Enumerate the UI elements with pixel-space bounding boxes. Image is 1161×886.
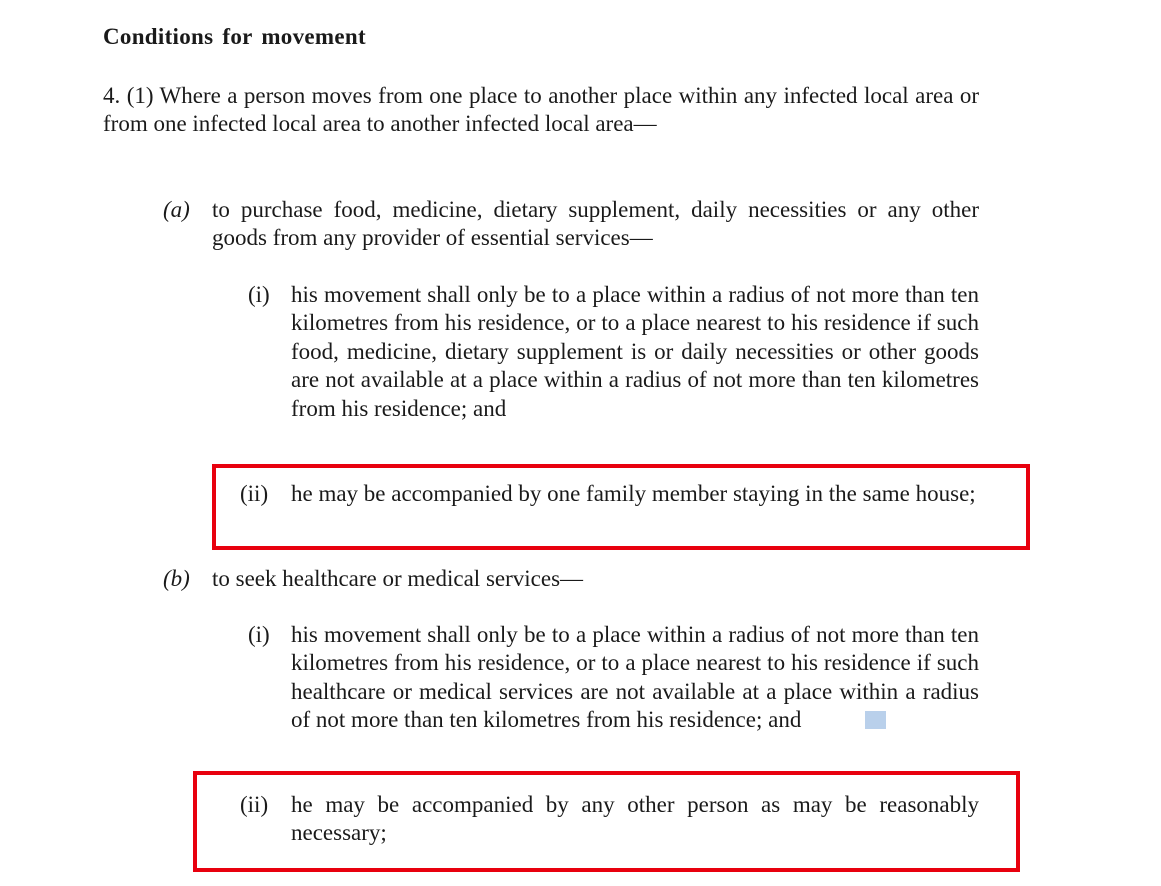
section-lead-paragraph: 4. (1) Where a person moves from one place to another place within any infected local area or from one infected local area to another infected local area— — [103, 83, 979, 137]
item-a-i-text: his movement shall only be to a place within a radius of not more than ten kilometres from his residence, or to a place nearest to his residence if such food, medicine, dietary supplement is or daily necessities or other goods are not available at a place within a radius of not more than ten kilometres from his residence; and — [291, 282, 979, 421]
item-b-ii-text: he may be accompanied by any other person as may be reasonably necessary; — [291, 792, 979, 846]
item-a-text: to purchase food, medicine, dietary supplement, daily necessities or any other goods from any provider of essential services— — [212, 197, 979, 251]
section-heading: Conditions for movement — [103, 24, 366, 49]
item-b-label: (b) — [163, 566, 190, 591]
item-a-ii-label: (ii) — [240, 481, 269, 506]
item-a-ii-text: he may be accompanied by one family member staying in the same house; — [291, 481, 976, 506]
item-a-i-label: (i) — [248, 282, 270, 307]
text-selection-highlight — [865, 711, 886, 729]
item-b-ii-label: (ii) — [240, 792, 269, 817]
item-b-i-label: (i) — [248, 622, 270, 647]
item-b-text: to seek healthcare or medical services— — [212, 566, 584, 591]
item-a-label: (a) — [163, 197, 190, 222]
item-b-i-text: his movement shall only be to a place within a radius of not more than ten kilometres from his residence, or to a place nearest to his residence if such healthcare or medical services are not available at a place within a radius of not more than ten kilometres from his residence; and — [291, 622, 979, 733]
